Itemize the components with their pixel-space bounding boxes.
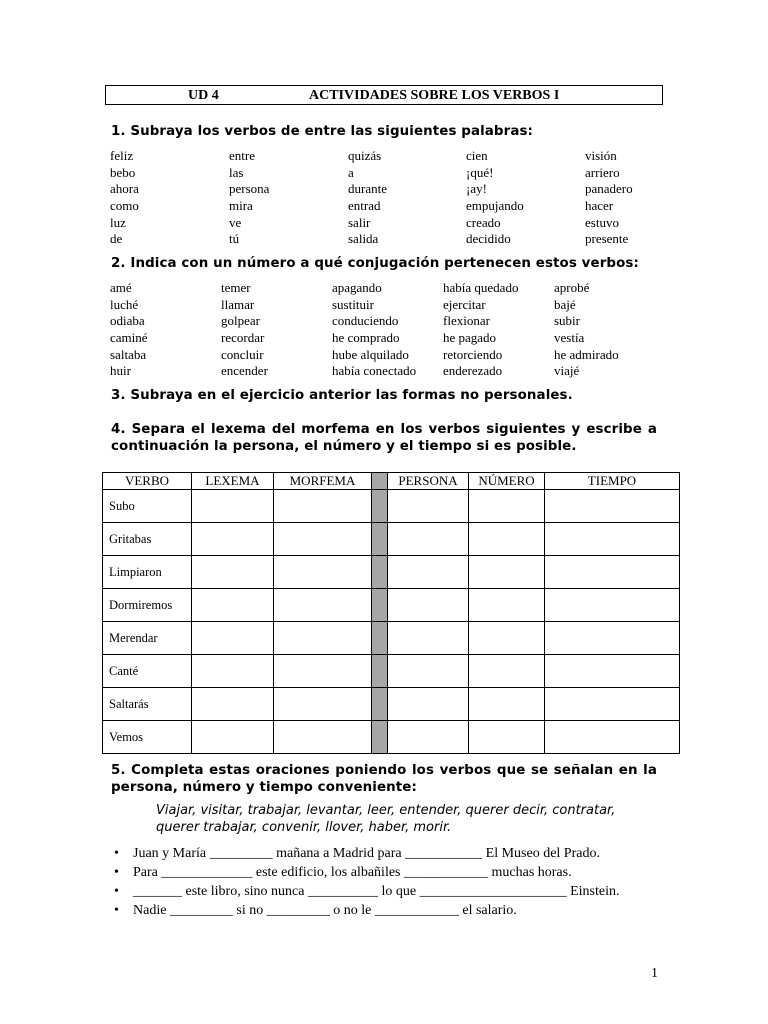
word-item: ve — [229, 214, 242, 230]
gray-divider-cell — [372, 556, 388, 589]
worksheet-title: ACTIVIDADES SOBRE LOS VERBOS I — [309, 88, 560, 103]
word-item: había conectado — [332, 363, 417, 379]
exercise-5-heading: 5. Completa estas oraciones poniendo los verbos que se señalan en la persona, número y tiempo conveniente: — [111, 763, 657, 795]
numero-answer-cell[interactable] — [469, 523, 545, 556]
exercise-4-heading: 4. Separa el lexema del morfema en los verbos siguientes y escribe a continuación la persona, el número y el tiempo si es posible. — [111, 422, 657, 454]
word-item: panadero — [585, 181, 633, 197]
morfema-answer-cell[interactable] — [274, 589, 372, 622]
gray-divider-cell — [372, 589, 388, 622]
persona-answer-cell[interactable] — [388, 490, 469, 523]
word-item: ejercitar — [443, 296, 486, 312]
verb-cell: Gritabas — [103, 523, 192, 556]
sentence-text: Juan y María _________ mañana a Madrid para ___________ El Museo del Prado. — [133, 846, 600, 861]
lexema-answer-cell[interactable] — [192, 490, 274, 523]
word-item: ¡ay! — [466, 181, 487, 197]
word-item: durante — [348, 181, 387, 197]
column-header-lexema: LEXEMA — [192, 473, 274, 490]
word-item: saltaba — [110, 346, 147, 362]
gray-divider-cell — [372, 688, 388, 721]
gray-divider-cell — [372, 622, 388, 655]
persona-answer-cell[interactable] — [388, 688, 469, 721]
unit-label: UD 4 — [188, 88, 219, 103]
word-item: apagando — [332, 280, 382, 295]
morfema-answer-cell[interactable] — [274, 655, 372, 688]
word-item: quizás — [348, 148, 382, 163]
word-item: bebo — [110, 164, 136, 180]
word-item: creado — [466, 214, 501, 230]
gray-divider-cell — [372, 721, 388, 754]
numero-answer-cell[interactable] — [469, 622, 545, 655]
lexema-answer-cell[interactable] — [192, 622, 274, 655]
word-item: llamar — [221, 296, 255, 312]
persona-answer-cell[interactable] — [388, 589, 469, 622]
persona-answer-cell[interactable] — [388, 622, 469, 655]
numero-answer-cell[interactable] — [469, 655, 545, 688]
exercise-5-verb-list: Viajar, visitar, trabajar, levantar, leer, entender, querer decir, contratar, querer trabajar, convenir, llover, haber, morir. — [156, 803, 616, 835]
bullet-icon: • — [114, 884, 119, 899]
gray-divider-cell — [372, 655, 388, 688]
lexema-answer-cell[interactable] — [192, 556, 274, 589]
numero-answer-cell[interactable] — [469, 721, 545, 754]
bullet-icon: • — [114, 846, 119, 861]
word-item: hacer — [585, 198, 614, 214]
table-row — [103, 721, 680, 754]
word-item: sustituir — [332, 296, 374, 312]
word-item: he admirado — [554, 346, 619, 362]
verb-cell: Saltarás — [103, 688, 192, 721]
word-item: cien — [466, 148, 488, 163]
word-item: caminé — [110, 330, 148, 346]
word-item: salida — [348, 231, 379, 247]
word-item: feliz — [110, 148, 134, 163]
table-row — [103, 622, 680, 655]
tiempo-answer-cell[interactable] — [545, 622, 680, 655]
gray-divider-column — [372, 473, 388, 490]
word-item: conduciendo — [332, 313, 399, 329]
tiempo-answer-cell[interactable] — [545, 655, 680, 688]
lexema-answer-cell[interactable] — [192, 688, 274, 721]
word-item: enderezado — [443, 363, 503, 379]
word-item: como — [110, 198, 139, 214]
word-item: arriero — [585, 164, 620, 180]
morfema-answer-cell[interactable] — [274, 721, 372, 754]
table-header-row — [103, 473, 680, 490]
word-item: aprobé — [554, 280, 590, 295]
persona-answer-cell[interactable] — [388, 523, 469, 556]
word-item: golpear — [221, 313, 260, 329]
gray-divider-cell — [372, 523, 388, 556]
word-item: tú — [229, 231, 240, 247]
word-item: estuvo — [585, 214, 619, 230]
tiempo-answer-cell[interactable] — [545, 688, 680, 721]
persona-answer-cell[interactable] — [388, 721, 469, 754]
sentence-text: Para _____________ este edificio, los albañiles ____________ muchas horas. — [133, 865, 572, 880]
table-row — [103, 589, 680, 622]
morfema-answer-cell[interactable] — [274, 556, 372, 589]
verb-cell: Limpiaron — [103, 556, 192, 589]
verb-cell: Vemos — [103, 721, 192, 754]
numero-answer-cell[interactable] — [469, 589, 545, 622]
word-item: entrad — [348, 198, 381, 214]
sentence-text: _______ este libro, sino nunca __________ lo que _____________________ Einstein. — [133, 884, 620, 899]
verb-cell: Merendar — [103, 622, 192, 655]
table-row — [103, 523, 680, 556]
lexema-answer-cell[interactable] — [192, 655, 274, 688]
word-item: salir — [348, 214, 371, 230]
verb-cell: Dormiremos — [103, 589, 192, 622]
gray-divider-cell — [372, 490, 388, 523]
numero-answer-cell[interactable] — [469, 490, 545, 523]
column-header-verbo: VERBO — [103, 473, 192, 490]
word-item: flexionar — [443, 313, 490, 329]
word-item: luz — [110, 214, 126, 230]
bullet-icon: • — [114, 865, 119, 880]
word-item: he pagado — [443, 330, 497, 346]
word-item: encender — [221, 363, 268, 379]
table-row — [103, 490, 680, 523]
table-row — [103, 655, 680, 688]
column-header-tiempo: TIEMPO — [545, 473, 680, 490]
sentence-text: Nadie _________ si no _________ o no le ____________ el salario. — [133, 903, 517, 918]
lexema-answer-cell[interactable] — [192, 523, 274, 556]
word-item: subir — [554, 313, 580, 329]
page-number: 1 — [651, 966, 658, 981]
column-header-numero: NÚMERO — [469, 473, 545, 490]
morfema-answer-cell[interactable] — [274, 688, 372, 721]
word-item: ahora — [110, 181, 139, 197]
word-item: hube alquilado — [332, 346, 409, 362]
word-item: recordar — [221, 330, 265, 346]
bullet-icon: • — [114, 903, 119, 918]
morfema-answer-cell[interactable] — [274, 622, 372, 655]
exercise-3-heading: 3. Subraya en el ejercicio anterior las formas no personales. — [111, 388, 573, 403]
word-item: vestía — [554, 330, 585, 346]
tiempo-answer-cell[interactable] — [545, 721, 680, 754]
persona-answer-cell[interactable] — [388, 655, 469, 688]
numero-answer-cell[interactable] — [469, 688, 545, 721]
word-item: a — [348, 164, 354, 180]
word-item: de — [110, 231, 123, 247]
exercise-4-table — [102, 472, 680, 754]
lexema-answer-cell[interactable] — [192, 589, 274, 622]
word-item: odiaba — [110, 313, 145, 329]
word-item: huir — [110, 363, 131, 379]
exercise-2-heading: 2. Indica con un número a qué conjugación pertenecen estos verbos: — [111, 256, 639, 271]
column-header-persona: PERSONA — [388, 473, 469, 490]
word-item: mira — [229, 198, 253, 214]
verb-cell: Subo — [103, 490, 192, 523]
word-item: viajé — [554, 363, 580, 379]
word-item: bajé — [554, 296, 576, 312]
morfema-answer-cell[interactable] — [274, 523, 372, 556]
word-item: persona — [229, 181, 270, 197]
tiempo-answer-cell[interactable] — [545, 523, 680, 556]
table-row — [103, 688, 680, 721]
table-row — [103, 556, 680, 589]
exercise-1-heading: 1. Subraya los verbos de entre las siguientes palabras: — [111, 124, 533, 139]
word-item: he comprado — [332, 330, 400, 346]
column-header-morfema: MORFEMA — [274, 473, 372, 490]
word-item: empujando — [466, 198, 524, 214]
word-item: temer — [221, 280, 251, 295]
persona-answer-cell[interactable] — [388, 556, 469, 589]
verb-cell: Canté — [103, 655, 192, 688]
tiempo-answer-cell[interactable] — [545, 589, 680, 622]
word-item: entre — [229, 148, 255, 163]
word-item: presente — [585, 231, 629, 247]
lexema-answer-cell[interactable] — [192, 721, 274, 754]
word-item: había quedado — [443, 280, 519, 295]
morfema-answer-cell[interactable] — [274, 490, 372, 523]
worksheet-header — [105, 85, 663, 105]
word-item: retorciendo — [443, 346, 503, 362]
word-item: luché — [110, 296, 139, 312]
word-item: decidido — [466, 231, 511, 247]
tiempo-answer-cell[interactable] — [545, 556, 680, 589]
word-item: ¡qué! — [466, 164, 494, 180]
word-item: visión — [585, 148, 617, 163]
word-item: amé — [110, 280, 132, 295]
word-item: concluir — [221, 346, 264, 362]
numero-answer-cell[interactable] — [469, 556, 545, 589]
tiempo-answer-cell[interactable] — [545, 490, 680, 523]
word-item: las — [229, 164, 244, 180]
